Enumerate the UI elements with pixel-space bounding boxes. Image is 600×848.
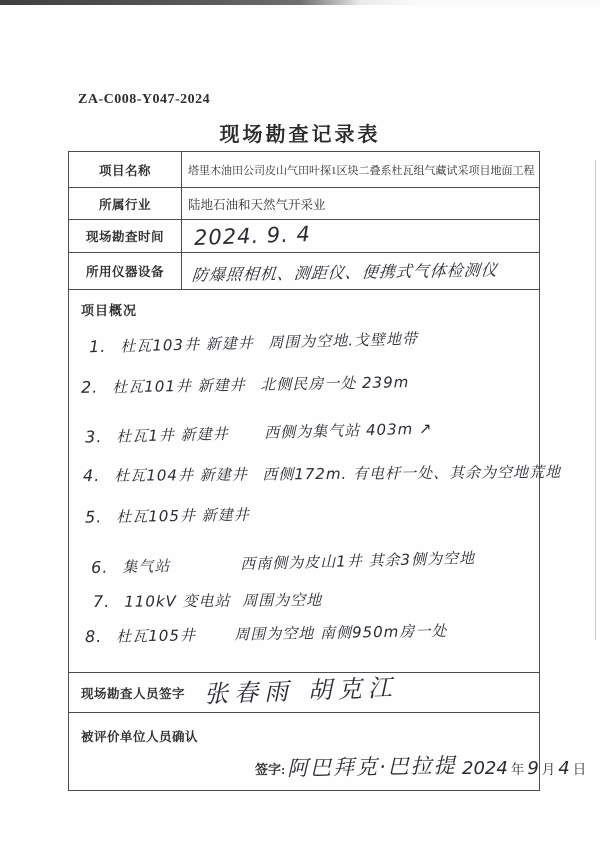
item-well: 杜瓦103井 新建井 [120, 333, 254, 356]
item-note: 周围为空地 [242, 590, 323, 610]
equipment-value [182, 253, 539, 289]
survey-time-label: 现场勘查时间 [69, 220, 182, 252]
item-number: 1. [88, 336, 107, 357]
overview-item-2 [81, 371, 410, 398]
year-suffix: 年 [510, 762, 525, 777]
survey-form-table [68, 151, 587, 791]
item-note: 周围为空地 南侧950m房一处 [234, 621, 448, 644]
form-title: 现场勘查记录表 [219, 124, 381, 146]
item-number: 5. [84, 507, 103, 527]
industry-label: 所属行业 [69, 188, 182, 219]
item-site: 集气站 [122, 556, 171, 577]
sign-here-label: 签字: [255, 762, 286, 777]
overview-item-1 [89, 328, 418, 358]
handwritten-confirmer-signature: 阿巴拜克·巴拉提 [287, 753, 458, 781]
handwritten-year: 2024 [462, 758, 508, 779]
project-overview-cell [69, 290, 562, 673]
document-number: ZA-C008-Y047-2024 [78, 92, 211, 107]
table-row-equipment [69, 253, 539, 290]
table-row-industry [69, 188, 539, 220]
overview-item-3 [85, 417, 433, 447]
handwritten-survey-date: 2024. 9. 4 [193, 221, 312, 251]
item-number: 4. [82, 465, 101, 486]
day-suffix: 日 [572, 762, 587, 777]
item-note: 西侧172m. 有电杆一处、其余为空地荒地 [262, 462, 562, 484]
item-well: 杜瓦105井 [116, 626, 197, 646]
item-number: 6. [90, 557, 109, 578]
equipment-label: 所用仪器设备 [69, 253, 182, 289]
handwritten-equipment: 防爆照相机、测距仪、便携式气体检测仪 [191, 259, 499, 285]
confirmation-sign-area [255, 751, 586, 781]
item-note: 周围为空地.戈壁地带 [268, 329, 419, 352]
table-row-survey-time [69, 220, 539, 253]
overview-item-8 [85, 620, 448, 647]
overview-item-5 [85, 503, 265, 527]
item-well: 杜瓦105井 新建井 [116, 505, 250, 527]
unit-confirmation-label: 被评价单位人员确认 [81, 730, 199, 744]
item-note: 西侧为集气站 403m ↗ [264, 419, 433, 442]
overview-item-6 [91, 547, 476, 578]
item-well: 杜瓦104井 新建井 [114, 465, 248, 485]
survey-time-value [182, 220, 539, 252]
overview-item-4 [83, 461, 561, 486]
scan-artifact-right-edge [595, 160, 596, 640]
item-site: 110kV 变电站 [124, 591, 231, 611]
handwritten-surveyor-signatures: 张春雨 胡克江 [203, 673, 399, 709]
overview-item-7 [93, 589, 322, 612]
surveyor-signature-label: 现场勘查人员签字 [81, 686, 186, 701]
industry-value: 陆地石油和天然气开采业 [188, 197, 326, 212]
item-number: 3. [84, 427, 103, 447]
project-name-label: 项目名称 [69, 152, 182, 187]
project-overview-label: 项目概况 [81, 303, 138, 318]
item-well: 杜瓦101井 新建井 [112, 375, 246, 397]
item-number: 7. [92, 591, 111, 612]
table-row-surveyor-signature [69, 673, 539, 713]
item-well: 杜瓦1井 新建井 [116, 424, 229, 446]
handwritten-month: 9 [527, 758, 539, 779]
surveyor-signature-value [194, 673, 539, 712]
item-number: 8. [84, 626, 103, 647]
table-row-unit-confirmation [69, 713, 587, 791]
item-note: 西南侧为皮山1井 其余3侧为空地 [240, 548, 476, 574]
handwritten-day: 4 [558, 758, 570, 779]
month-suffix: 月 [541, 762, 556, 777]
scan-artifact-top-strip [0, 0, 600, 5]
item-number: 2. [80, 377, 99, 397]
project-name-value: 塔里木油田公司皮山气田叶探1区块二叠系杜瓦组气藏试采项目地面工程 [188, 164, 535, 177]
table-row-project-name [69, 152, 539, 188]
item-note: 北侧民房一处 239m [260, 373, 410, 394]
